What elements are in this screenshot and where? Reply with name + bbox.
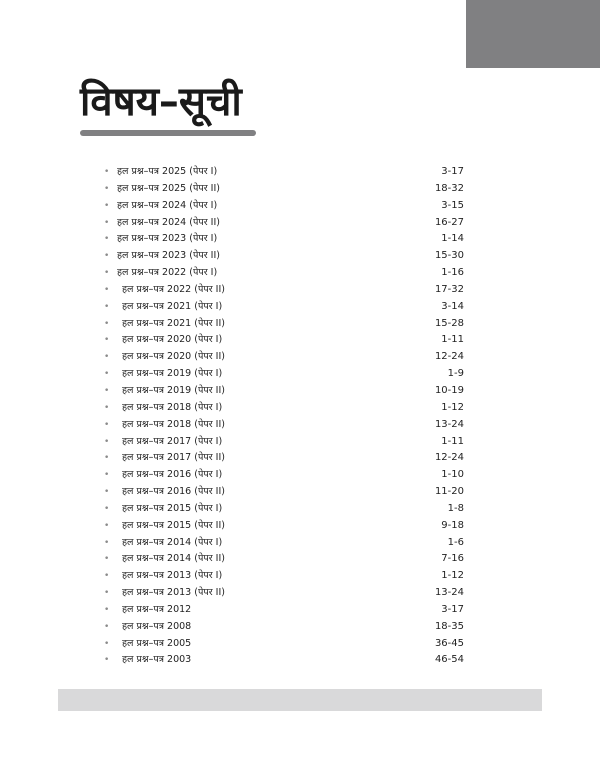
toc-entry-title: हल प्रश्न–पत्र 2020 (पेपर II) — [122, 351, 225, 363]
toc-entry-title: हल प्रश्न–पत्र 2024 (पेपर II) — [117, 216, 220, 228]
toc-entry-pages: 1-8 — [447, 502, 464, 514]
toc-entry-title: हल प्रश्न–पत्र 2016 (पेपर I) — [122, 469, 223, 481]
toc-entry-pages: 3-17 — [441, 603, 464, 615]
bullet-icon: • — [104, 537, 110, 548]
list-item — [104, 215, 464, 232]
list-item — [104, 299, 464, 316]
list-item — [104, 518, 464, 535]
toc-entry-title: हल प्रश्न–पत्र 2019 (पेपर I) — [122, 368, 223, 380]
list-item — [104, 282, 464, 299]
bullet-icon: • — [104, 369, 110, 380]
toc-entry-pages: 10-19 — [434, 384, 464, 396]
toc-entry-title: हल प्रश्न–पत्र 2021 (पेपर II) — [122, 317, 225, 329]
toc-entry-title: हल प्रश्न–पत्र 2018 (पेपर II) — [122, 418, 225, 430]
list-item — [104, 467, 464, 484]
table-of-contents — [104, 164, 464, 669]
bullet-icon: • — [104, 588, 110, 599]
list-item — [104, 535, 464, 552]
bullet-icon: • — [104, 419, 110, 430]
list-item — [104, 652, 464, 669]
toc-entry-pages: 1-9 — [447, 368, 464, 380]
toc-entry-pages: 3-17 — [441, 166, 464, 177]
toc-entry-title: हल प्रश्न–पत्र 2017 (पेपर I) — [122, 435, 223, 447]
list-item — [104, 181, 464, 198]
footer-band — [58, 689, 542, 711]
toc-entry-title: हल प्रश्न–पत्र 2014 (पेपर I) — [122, 536, 223, 548]
list-item — [104, 349, 464, 366]
toc-entry-pages: 16-27 — [434, 216, 464, 228]
toc-entry-title: हल प्रश्न–पत्र 2008 — [122, 620, 192, 632]
toc-entry-title: हल प्रश्न–पत्र 2003 — [122, 654, 192, 666]
toc-entry-title: हल प्रश्न–पत्र 2015 (पेपर I) — [122, 502, 223, 514]
bullet-icon: • — [104, 402, 110, 413]
page-title: विषय–सूची — [80, 79, 242, 125]
toc-entry-title: हल प्रश्न–पत्र 2018 (पेपर I) — [122, 401, 223, 413]
bullet-icon: • — [104, 638, 110, 649]
toc-entry-pages: 12-24 — [434, 452, 464, 464]
toc-entry-title: हल प्रश्न–पत्र 2013 (पेपर II) — [122, 587, 225, 599]
list-item — [104, 164, 464, 181]
list-item — [104, 450, 464, 467]
list-item — [104, 316, 464, 333]
toc-entry-title: हल प्रश्न–पत्र 2025 (पेपर II) — [117, 182, 220, 194]
toc-entry-title: हल प्रश्न–पत्र 2015 (पेपर II) — [122, 519, 225, 531]
toc-entry-title: हल प्रश्न–पत्र 2005 — [122, 637, 192, 649]
list-item — [104, 568, 464, 585]
bullet-icon: • — [104, 301, 110, 312]
toc-entry-pages: 1-12 — [441, 570, 464, 582]
toc-entry-pages: 13-24 — [434, 587, 464, 599]
bullet-icon: • — [104, 234, 110, 245]
toc-entry-title: हल प्रश्न–पत्र 2022 (पेपर II) — [122, 283, 225, 295]
bullet-icon: • — [104, 554, 110, 565]
bullet-icon: • — [104, 487, 110, 498]
bullet-icon: • — [104, 520, 110, 531]
corner-decoration — [466, 0, 600, 68]
list-item — [104, 636, 464, 653]
toc-entry-title: हल प्रश्न–पत्र 2025 (पेपर I) — [117, 166, 218, 177]
toc-entry-pages: 1-16 — [441, 267, 464, 279]
bullet-icon: • — [104, 200, 110, 211]
list-item — [104, 501, 464, 518]
bullet-icon: • — [104, 167, 110, 177]
list-item — [104, 434, 464, 451]
toc-entry-pages: 1-14 — [441, 233, 464, 245]
bullet-icon: • — [104, 335, 110, 346]
toc-entry-title: हल प्रश्न–पत्र 2012 — [122, 603, 192, 615]
toc-entry-pages: 11-20 — [434, 486, 464, 498]
bullet-icon: • — [104, 251, 110, 262]
toc-entry-pages: 12-24 — [434, 351, 464, 363]
toc-entry-pages: 36-45 — [434, 637, 464, 649]
toc-entry-pages: 1-6 — [447, 536, 464, 548]
list-item — [104, 484, 464, 501]
toc-entry-pages: 15-30 — [434, 250, 464, 262]
title-underline — [80, 130, 256, 136]
bullet-icon: • — [104, 385, 110, 396]
bullet-icon: • — [104, 503, 110, 514]
list-item — [104, 383, 464, 400]
toc-entry-title: हल प्रश्न–पत्र 2022 (पेपर I) — [117, 267, 218, 279]
list-item — [104, 332, 464, 349]
bullet-icon: • — [104, 183, 110, 194]
toc-entry-pages: 1-12 — [441, 401, 464, 413]
toc-entry-title: हल प्रश्न–पत्र 2013 (पेपर I) — [122, 570, 223, 582]
toc-entry-pages: 9-18 — [441, 519, 464, 531]
toc-entry-pages: 46-54 — [434, 654, 464, 666]
list-item — [104, 198, 464, 215]
toc-entry-pages: 17-32 — [434, 283, 464, 295]
toc-entry-pages: 18-32 — [434, 182, 464, 194]
toc-entry-pages: 18-35 — [434, 620, 464, 632]
toc-entry-title: हल प्रश्न–पत्र 2016 (पेपर II) — [122, 486, 225, 498]
list-item — [104, 551, 464, 568]
toc-entry-title: हल प्रश्न–पत्र 2021 (पेपर I) — [122, 300, 223, 312]
bullet-icon: • — [104, 604, 110, 615]
toc-entry-title: हल प्रश्न–पत्र 2019 (पेपर II) — [122, 384, 225, 396]
list-item — [104, 619, 464, 636]
list-item — [104, 585, 464, 602]
list-item — [104, 231, 464, 248]
list-item — [104, 248, 464, 265]
list-item — [104, 602, 464, 619]
toc-entry-pages: 1-11 — [441, 334, 464, 346]
toc-entry-pages: 13-24 — [434, 418, 464, 430]
bullet-icon: • — [104, 352, 110, 363]
bullet-icon: • — [104, 470, 110, 481]
bullet-icon: • — [104, 621, 110, 632]
toc-entry-title: हल प्रश्न–पत्र 2024 (पेपर I) — [117, 199, 218, 211]
list-item — [104, 366, 464, 383]
toc-entry-title: हल प्रश्न–पत्र 2020 (पेपर I) — [122, 334, 223, 346]
bullet-icon: • — [104, 268, 110, 279]
toc-entry-title: हल प्रश्न–पत्र 2023 (पेपर II) — [117, 250, 220, 262]
list-item — [104, 417, 464, 434]
toc-entry-pages: 15-28 — [434, 317, 464, 329]
bullet-icon: • — [104, 436, 110, 447]
toc-entry-pages: 3-15 — [441, 199, 464, 211]
list-item — [104, 400, 464, 417]
bullet-icon: • — [104, 655, 110, 666]
bullet-icon: • — [104, 571, 110, 582]
toc-entry-pages: 3-14 — [441, 300, 464, 312]
toc-entry-pages: 1-11 — [441, 435, 464, 447]
bullet-icon: • — [104, 318, 110, 329]
toc-entry-title: हल प्रश्न–पत्र 2014 (पेपर II) — [122, 553, 225, 565]
toc-entry-pages: 7-16 — [441, 553, 464, 565]
bullet-icon: • — [104, 284, 110, 295]
bullet-icon: • — [104, 217, 110, 228]
list-item — [104, 265, 464, 282]
toc-entry-title: हल प्रश्न–पत्र 2017 (पेपर II) — [122, 452, 225, 464]
bullet-icon: • — [104, 453, 110, 464]
toc-entry-title: हल प्रश्न–पत्र 2023 (पेपर I) — [117, 233, 218, 245]
toc-entry-pages: 1-10 — [441, 469, 464, 481]
